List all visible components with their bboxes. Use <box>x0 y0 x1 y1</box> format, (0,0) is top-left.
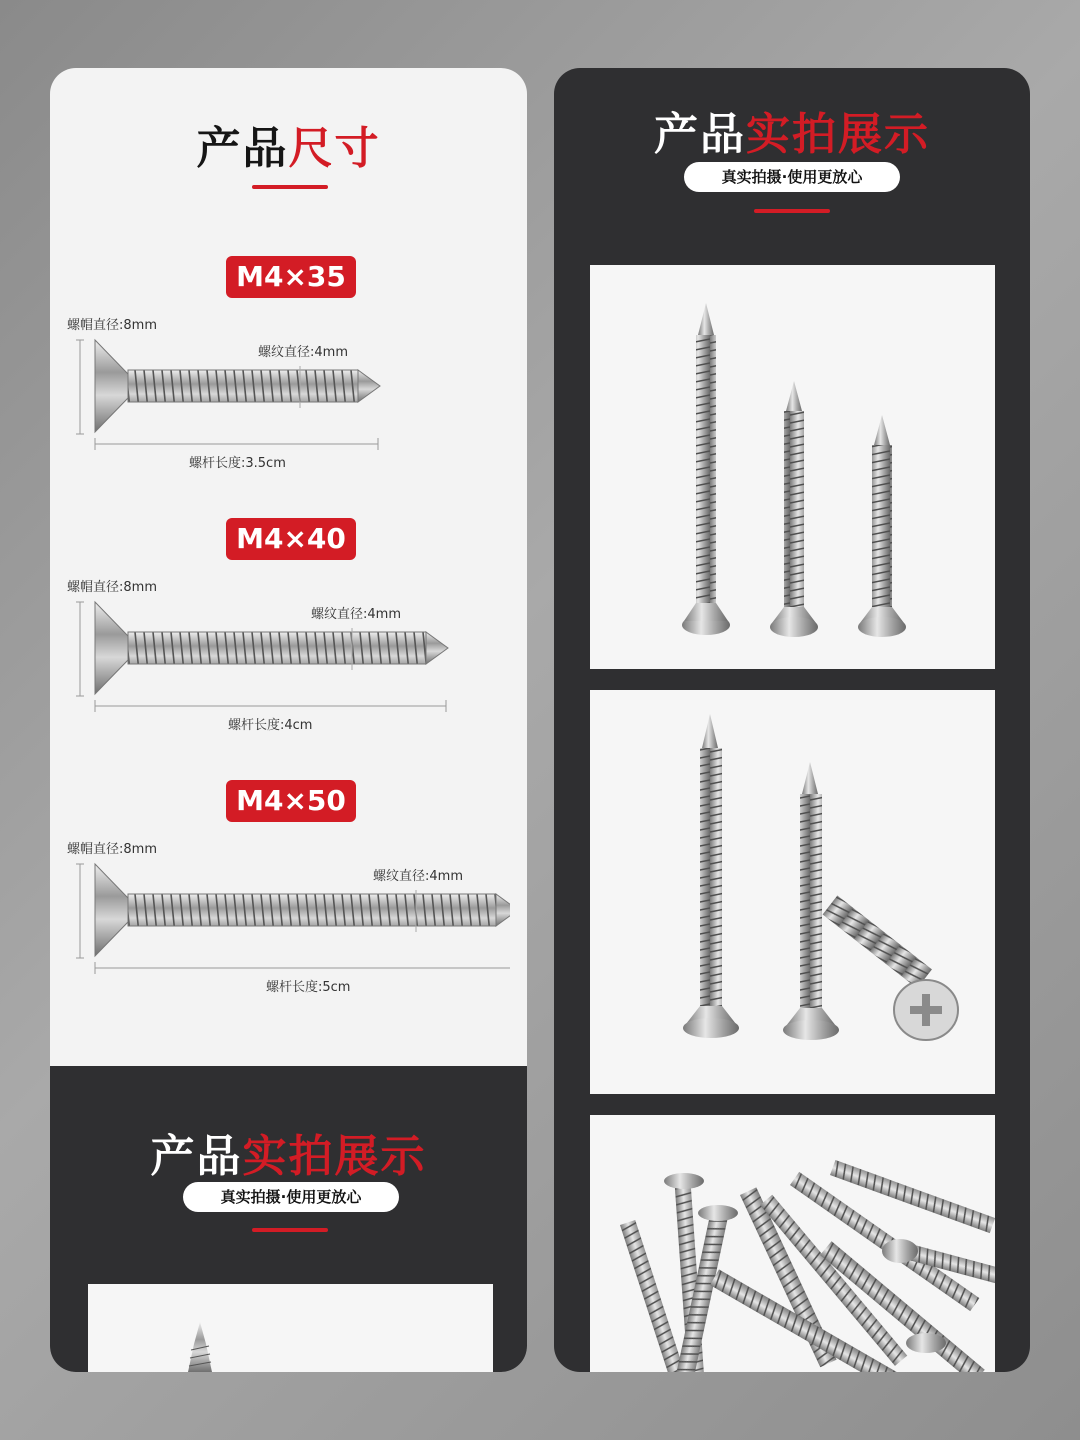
title-part-red: 实拍展示 <box>242 1131 427 1182</box>
size-badge-m4x50: M4×50 <box>226 780 356 822</box>
thread-diameter-label: 螺纹直径:4mm <box>373 869 463 884</box>
photo-panel-subtitle: 真实拍摄·使用更放心 <box>684 162 900 192</box>
title-underline <box>754 209 830 213</box>
screw-pile-image <box>590 1115 995 1372</box>
title-part-red: 尺寸 <box>288 123 381 174</box>
thread-diameter-label: 螺纹直径:4mm <box>258 345 348 360</box>
photo-screws-with-head <box>590 690 995 1094</box>
showcase-subtitle: 真实拍摄·使用更放心 <box>183 1182 399 1212</box>
size-panel <box>50 68 527 1372</box>
title-underline <box>252 1228 328 1232</box>
screw-tip-image <box>88 1284 493 1372</box>
size-panel-title <box>50 112 527 176</box>
size-badge-m4x40: M4×40 <box>226 518 356 560</box>
screws-standing-image <box>590 265 995 669</box>
head-diameter-label: 螺帽直径:8mm <box>67 580 157 595</box>
photo-screw-pile <box>590 1115 995 1372</box>
showcase-title <box>50 1120 527 1184</box>
head-diameter-label: 螺帽直径:8mm <box>67 842 157 857</box>
photo-showcase-preview <box>50 1066 527 1372</box>
shank-length-label: 螺杆长度:4cm <box>228 718 313 733</box>
photo-three-screws <box>590 265 995 669</box>
photo-partial <box>88 1284 493 1372</box>
photo-panel-title <box>554 98 1030 162</box>
title-part-black: 产品 <box>196 123 289 174</box>
screws-head-view-image <box>590 690 995 1094</box>
screw-diagram-m4x50 <box>70 854 510 978</box>
thread-diameter-label: 螺纹直径:4mm <box>311 607 401 622</box>
screw-diagram-m4x35 <box>70 330 390 454</box>
title-underline <box>252 185 328 189</box>
photo-panel <box>554 68 1030 1372</box>
shank-length-label: 螺杆长度:5cm <box>266 980 351 995</box>
shank-length-label: 螺杆长度:3.5cm <box>189 456 286 471</box>
title-part-white: 产品 <box>150 1131 243 1182</box>
size-badge-m4x35: M4×35 <box>226 256 356 298</box>
screw-diagram-m4x40 <box>70 592 490 716</box>
head-diameter-label: 螺帽直径:8mm <box>67 318 157 333</box>
title-part-white: 产品 <box>654 109 746 160</box>
title-part-red: 实拍展示 <box>746 109 930 160</box>
